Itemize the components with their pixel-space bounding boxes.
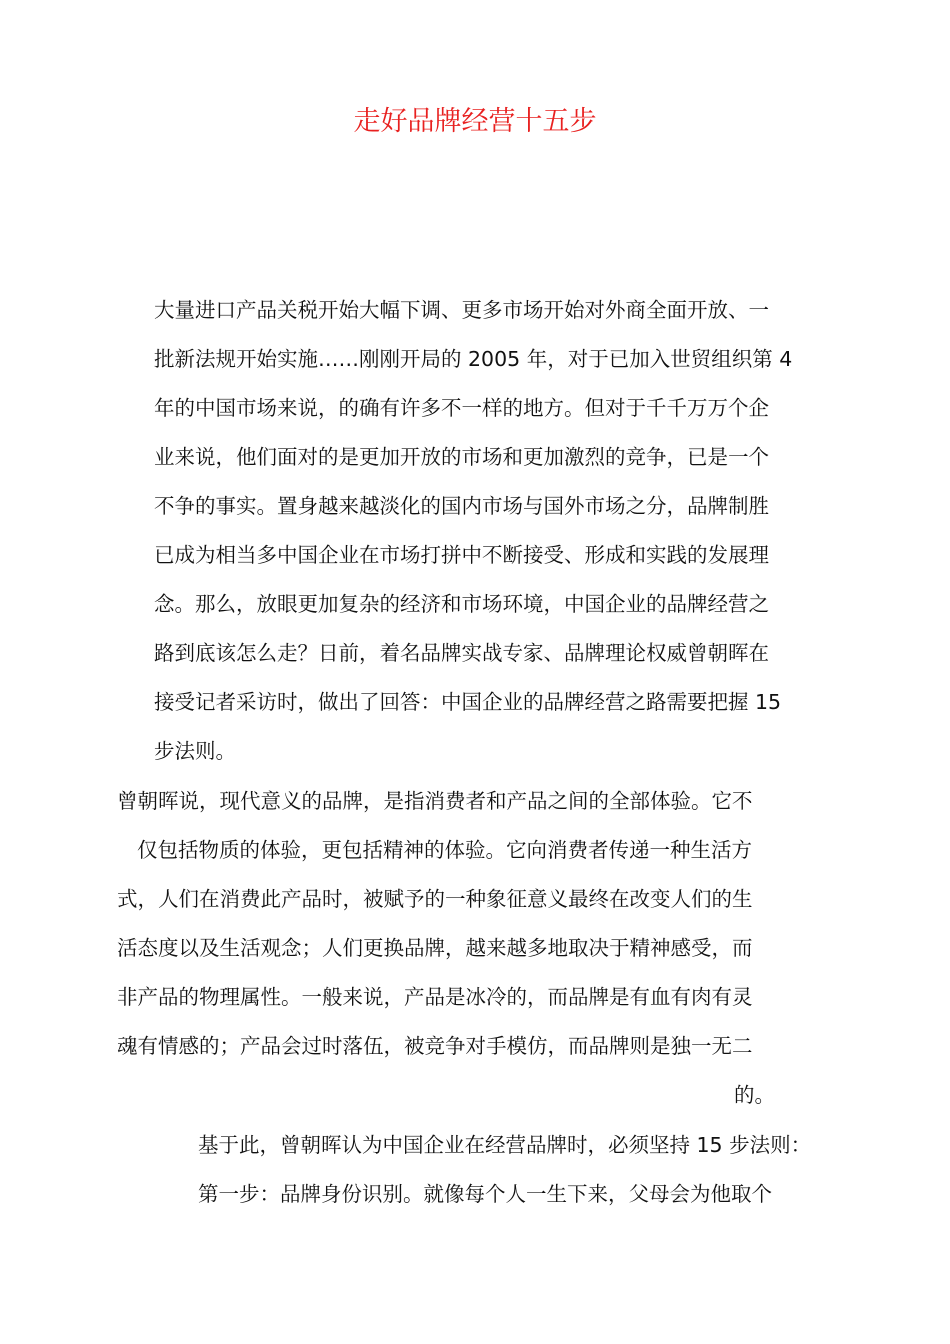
paragraph-3-line: 第一步：品牌身份识别。就像每个人一生下来，父母会为他取个 <box>198 1182 772 1206</box>
paragraph-1-line: 步法则。 <box>154 739 236 763</box>
paragraph-2-line: 仅包括物质的体验，更包括精神的体验。它向消费者传递一种生活方 <box>137 838 752 862</box>
paragraph-3-line: 基于此，曾朝晖认为中国企业在经营品牌时，必须坚持 15 步法则： <box>198 1133 812 1157</box>
paragraph-1-line: 念。那么，放眼更加复杂的经济和市场环境，中国企业的品牌经营之 <box>154 592 769 616</box>
paragraph-1-line: 年的中国市场来说，的确有许多不一样的地方。但对于千千万万个企 <box>154 396 769 420</box>
paragraph-2-line: 曾朝晖说，现代意义的品牌，是指消费者和产品之间的全部体验。它不 <box>117 789 753 813</box>
paragraph-1-line: 业来说，他们面对的是更加开放的市场和更加激烈的竞争，已是一个 <box>154 445 769 469</box>
paragraph-2-line: 式，人们在消费此产品时，被赋予的一种象征意义最终在改变人们的生 <box>117 887 753 911</box>
paragraph-1-line: 已成为相当多中国企业在市场打拼中不断接受、形成和实践的发展理 <box>154 543 769 567</box>
document-title: 走好品牌经营十五步 <box>353 106 597 137</box>
paragraph-2-line: 魂有情感的；产品会过时落伍，被竞争对手模仿，而品牌则是独一无二 <box>117 1034 753 1058</box>
paragraph-1-line: 接受记者采访时，做出了回答：中国企业的品牌经营之路需要把握 15 <box>154 690 782 714</box>
paragraph-1-line: 路到底该怎么走？日前，着名品牌实战专家、品牌理论权威曾朝晖在 <box>154 641 769 665</box>
paragraph-1-line: 批新法规开始实施……刚刚开局的 2005 年，对于已加入世贸组织第 4 <box>154 347 793 371</box>
paragraph-2-line: 活态度以及生活观念；人们更换品牌，越来越多地取决于精神感受，而 <box>117 936 753 960</box>
paragraph-2-line: 的。 <box>734 1083 775 1107</box>
paragraph-1-line: 不争的事实。置身越来越淡化的国内市场与国外市场之分，品牌制胜 <box>154 494 769 518</box>
paragraph-2-line: 非产品的物理属性。一般来说，产品是冰冷的，而品牌是有血有肉有灵 <box>117 985 753 1009</box>
paragraph-1-line: 大量进口产品关税开始大幅下调、更多市场开始对外商全面开放、一 <box>154 298 769 322</box>
